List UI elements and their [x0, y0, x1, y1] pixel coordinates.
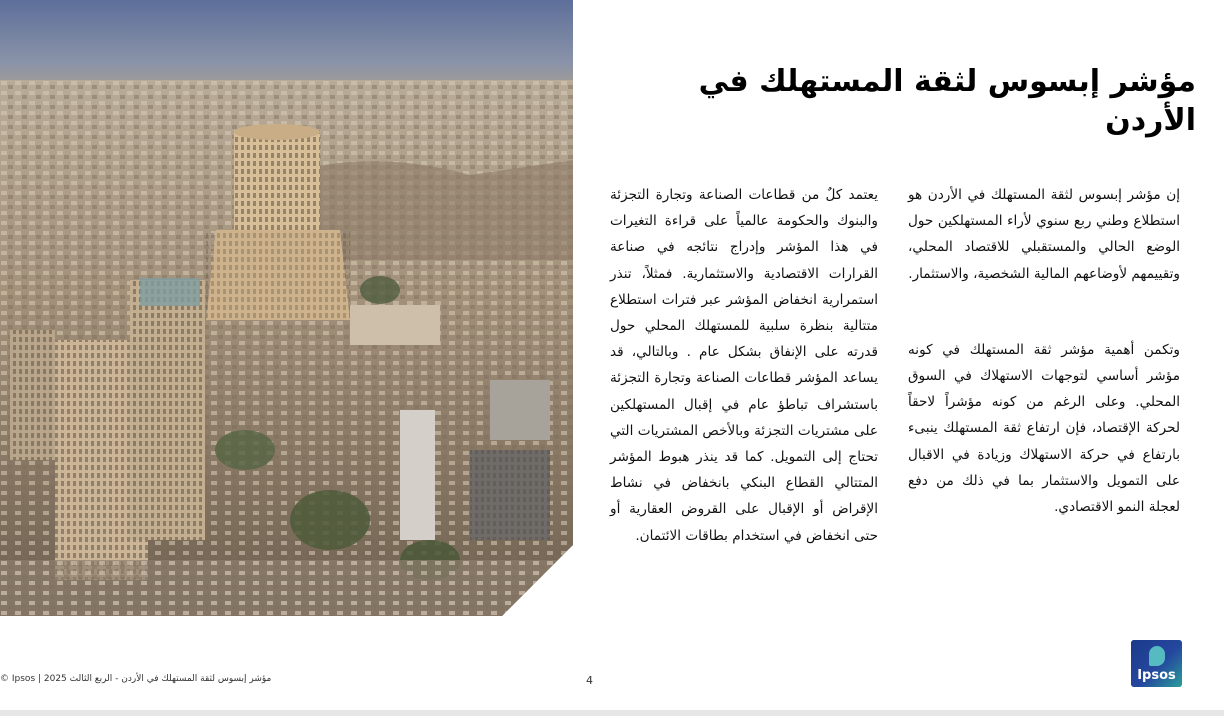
city-photo [0, 0, 573, 616]
logo-text: Ipsos [1137, 668, 1176, 683]
ipsos-logo [1131, 640, 1182, 687]
logo-figure-icon [1149, 646, 1165, 666]
intro-column [908, 182, 1180, 520]
intro-paragraph: إن مؤشر إبسوس لثقة المستهلك في الأردن هو استطلاع وطني ربع سنوي لأراء المستهلكين حول الوضع الحالي والمستقبلي للاقتصاد المحلي، وتقييمهم لأوضاعهم المالية الشخصية، والاستثمار. [908, 187, 1180, 282]
usage-column [610, 182, 878, 549]
bottom-divider [0, 710, 1224, 716]
usage-paragraph: يعتمد كلٌ من قطاعات الصناعة وتجارة التجزئة والبنوك والحكومة عالمياً على قراءة التغيرات في هذا المؤشر وإدراج نتائجه في صناعة القرارات الاقتصادية والاستثمارية. فمثلاً، تنذر استمرارية انخفاض المؤشر عبر فترات استطلاع متتالية بنظرة سلبية للمستهلك المحلي حول قدرته على الإنفاق بشكل عام . وبالتالي، قد يساعد المؤشر قطاعات الصناعة وتجارة التجزئة باستشراف تباطؤ عام في إقبال المستهلكين على مشتريات التجزئة وبالأخص المشتريات التي تحتاج إلى التمويل. كما قد ينذر هبوط المؤشر المتتالي القطاع البنكي بانخفاض في نشاط الإقراض أو الإقبال على القروض العقارية أو حتى انخفاض في استخدام بطاقات الائتمان. [610, 187, 878, 544]
footer-caption: مؤشر إبسوس لثقة المستهلك في الأردن - الربع الثالث Ipsos | 2025 © [0, 674, 272, 684]
page-number: 4 [586, 674, 593, 687]
city-skyline-image [0, 0, 573, 616]
page-title: مؤشر إبسوس لثقة المستهلك في الأردن [698, 64, 1196, 138]
importance-paragraph: وتكمن أهمية مؤشر ثقة المستهلك في كونه مؤشر أساسي لتوجهات الاستهلاك في السوق المحلي. وعلى الرغم من كونه مؤشراً لاحقاً لحركة الإقتصاد، فإن ارتفاع ثقة المستهلك ينبىء بارتفاع في حركة الاستهلاك وزيادة في الاقبال على التمويل والاستثمار بما في ذلك من دفع لعجلة النمو الاقتصادي. [908, 341, 1180, 516]
